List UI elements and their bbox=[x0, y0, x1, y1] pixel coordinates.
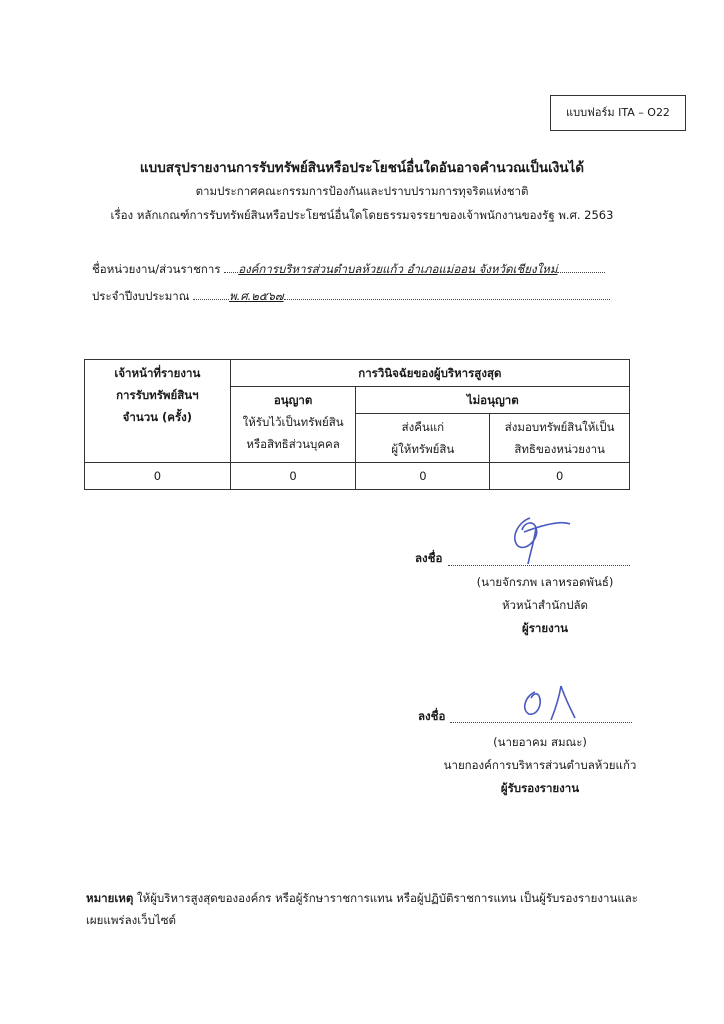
signer2-position: นายกองค์การบริหารส่วนตำบลห้วยแก้ว bbox=[443, 758, 637, 772]
agency-row bbox=[92, 258, 605, 279]
signer2-role: ผู้รับรองรายงาน bbox=[500, 781, 580, 795]
table-row bbox=[85, 463, 630, 490]
form-code-box: แบบฟอร์ม ITA – O22 bbox=[550, 95, 686, 131]
reporter-count-header: เจ้าหน้าที่รายงาน การรับทรัพย์สินฯ จำนวน (ครั้ง) bbox=[85, 360, 231, 463]
allow-column-header: อนุญาต ให้รับไว้เป็นทรัพย์สิน หรือสิทธิส่วนบุคคล bbox=[230, 387, 356, 463]
footnote-text: ให้ผู้บริหารสูงสุดขององค์กร หรือผู้รักษาราชการแทน หรือผู้ปฏิบัติราชการแทน เป็นผู้รับรองรายงานและเผยแพร่ลงเว็บไซต์ bbox=[86, 891, 638, 927]
signer1-role: ผู้รายงาน bbox=[521, 621, 569, 635]
agency-value: องค์การบริหารส่วนตำบลห้วยแก้ว อำเภอแม่ออน จังหวัดเชียงใหม่ bbox=[238, 262, 558, 276]
signer2-name: (นายอาคม สมณะ) bbox=[493, 735, 587, 749]
document-subtitle: ตามประกาศคณะกรรมการป้องกันและปราบปรามการทุจริตแห่งชาติ bbox=[195, 184, 529, 198]
agency-label: ชื่อหน่วยงาน/ส่วนราชการ bbox=[92, 262, 221, 276]
document-title: แบบสรุปรายงานการรับทรัพย์สินหรือประโยชน์อื่นใดอันอาจคำนวณเป็นเงินได้ bbox=[139, 160, 585, 176]
signer2-sign-line bbox=[450, 721, 632, 723]
return-to-giver-header: ส่งคืนแก่ ผู้ให้ทรัพย์สิน bbox=[356, 414, 490, 463]
fiscal-year-label: ประจำปีงบประมาณ bbox=[92, 289, 190, 303]
footnote bbox=[86, 887, 646, 931]
reporter-count-value: 0 bbox=[85, 463, 231, 490]
signer1-sign-line bbox=[448, 564, 630, 566]
document-subject: เรื่อง หลักเกณฑ์การรับทรัพย์สินหรือประโยชน์อื่นใดโดยธรรมจรรยาของเจ้าพนักงานของรัฐ พ.ศ. 2563 bbox=[110, 208, 614, 222]
transfer-value: 0 bbox=[490, 463, 630, 490]
return-value: 0 bbox=[356, 463, 490, 490]
fiscal-year-row bbox=[92, 285, 610, 306]
signer2-sign-label: ลงชื่อ bbox=[418, 709, 446, 723]
signer1-name: (นายจักรภพ เลาหรอดพันธ์) bbox=[476, 575, 614, 589]
signature-1-icon bbox=[500, 508, 580, 568]
signer1-sign-label: ลงชื่อ bbox=[415, 551, 443, 565]
footnote-label: หมายเหตุ bbox=[86, 891, 134, 905]
report-table bbox=[84, 359, 630, 490]
signature-2-icon bbox=[515, 682, 585, 724]
deny-header: ไม่อนุญาต bbox=[356, 387, 630, 414]
transfer-to-agency-header: ส่งมอบทรัพย์สินให้เป็น สิทธิของหน่วยงาน bbox=[490, 414, 630, 463]
decision-header: การวินิจฉัยของผู้บริหารสูงสุด bbox=[230, 360, 629, 387]
allow-value: 0 bbox=[230, 463, 356, 490]
fiscal-year-value: พ.ศ.๒๕๖๗ bbox=[229, 289, 284, 303]
signer1-position: หัวหน้าสำนักปลัด bbox=[501, 598, 589, 612]
